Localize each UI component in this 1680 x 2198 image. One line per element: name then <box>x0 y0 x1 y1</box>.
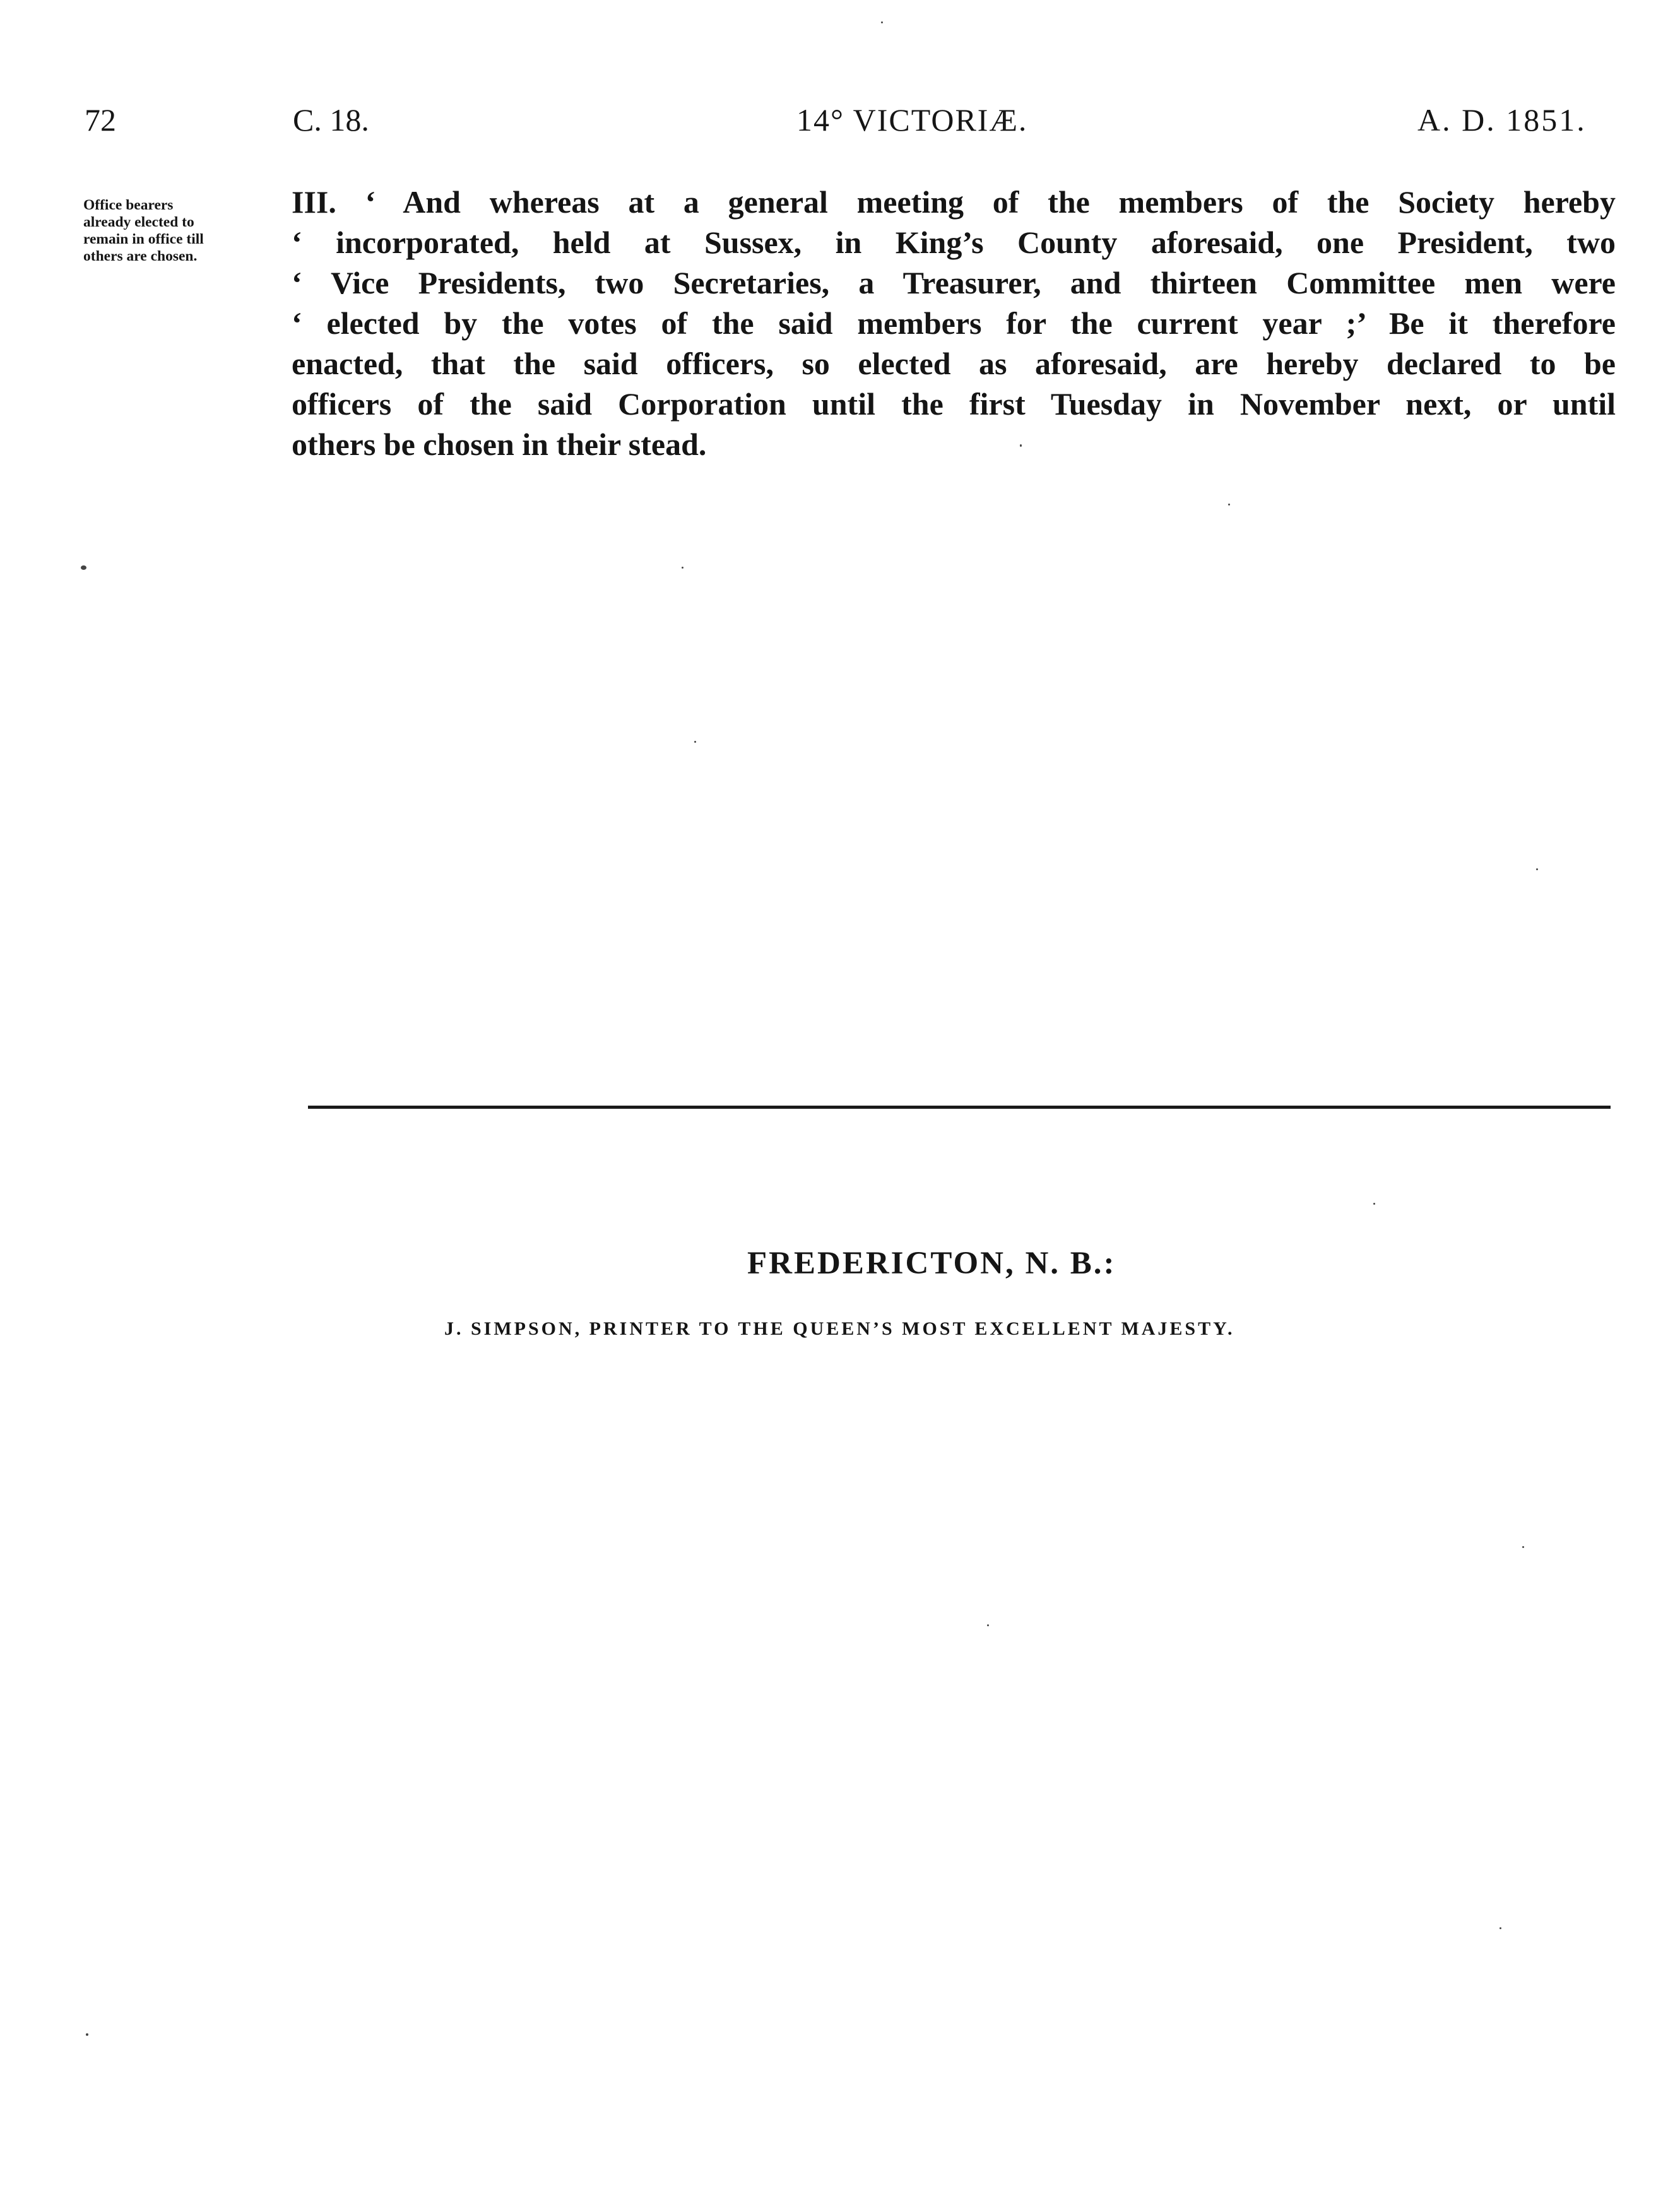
scan-speck <box>1373 1203 1375 1205</box>
chapter-number: C. 18. <box>293 102 369 138</box>
section-line: ‘ Vice Presidents, two Secretaries, a Treasurer, and thirteen Committee men were <box>292 265 1616 300</box>
scan-speck <box>987 1624 989 1626</box>
scan-speck <box>1536 868 1538 870</box>
scan-speck <box>881 21 883 23</box>
anno-domini-year: A. D. 1851. <box>1417 102 1587 138</box>
section-line: III. ‘ And whereas at a general meeting of the members of the Society hereby <box>292 184 1616 220</box>
scan-speck <box>1020 444 1022 447</box>
section-line: ‘ incorporated, held at Sussex, in King’s County aforesaid, one President, two <box>292 225 1616 260</box>
scan-speck <box>1522 1546 1524 1548</box>
scan-speck <box>86 2033 88 2036</box>
scan-speck <box>1228 504 1230 505</box>
section-line: enacted, that the said officers, so elected as aforesaid, are hereby declared to be <box>292 346 1616 381</box>
section-iii-text <box>292 182 1616 464</box>
section-line: ‘ elected by the votes of the said members for the current year ;’ Be it therefore <box>292 305 1616 341</box>
section-line: officers of the said Corporation until the first Tuesday in November next, or until <box>292 386 1616 422</box>
page-number: 72 <box>85 102 116 138</box>
scan-speck <box>81 565 86 570</box>
imprint-place: FREDERICTON, N. B.: <box>747 1246 1116 1281</box>
marginal-note-line: Office bearers <box>83 197 174 213</box>
horizontal-rule <box>308 1106 1611 1109</box>
section-line: others be chosen in their stead. <box>292 427 707 462</box>
scan-speck <box>1500 1927 1501 1929</box>
marginal-note-line: already elected to <box>83 214 194 230</box>
marginal-note <box>83 197 273 265</box>
regnal-year: 14° VICTORIÆ. <box>796 102 1028 138</box>
marginal-note-line: remain in office till <box>83 231 204 247</box>
marginal-note-line: others are chosen. <box>83 248 198 264</box>
imprint-printer: J. SIMPSON, PRINTER TO THE QUEEN’S MOST EXCELLENT MAJESTY. <box>444 1318 1235 1339</box>
scan-speck <box>682 567 683 569</box>
scan-speck <box>694 741 696 743</box>
